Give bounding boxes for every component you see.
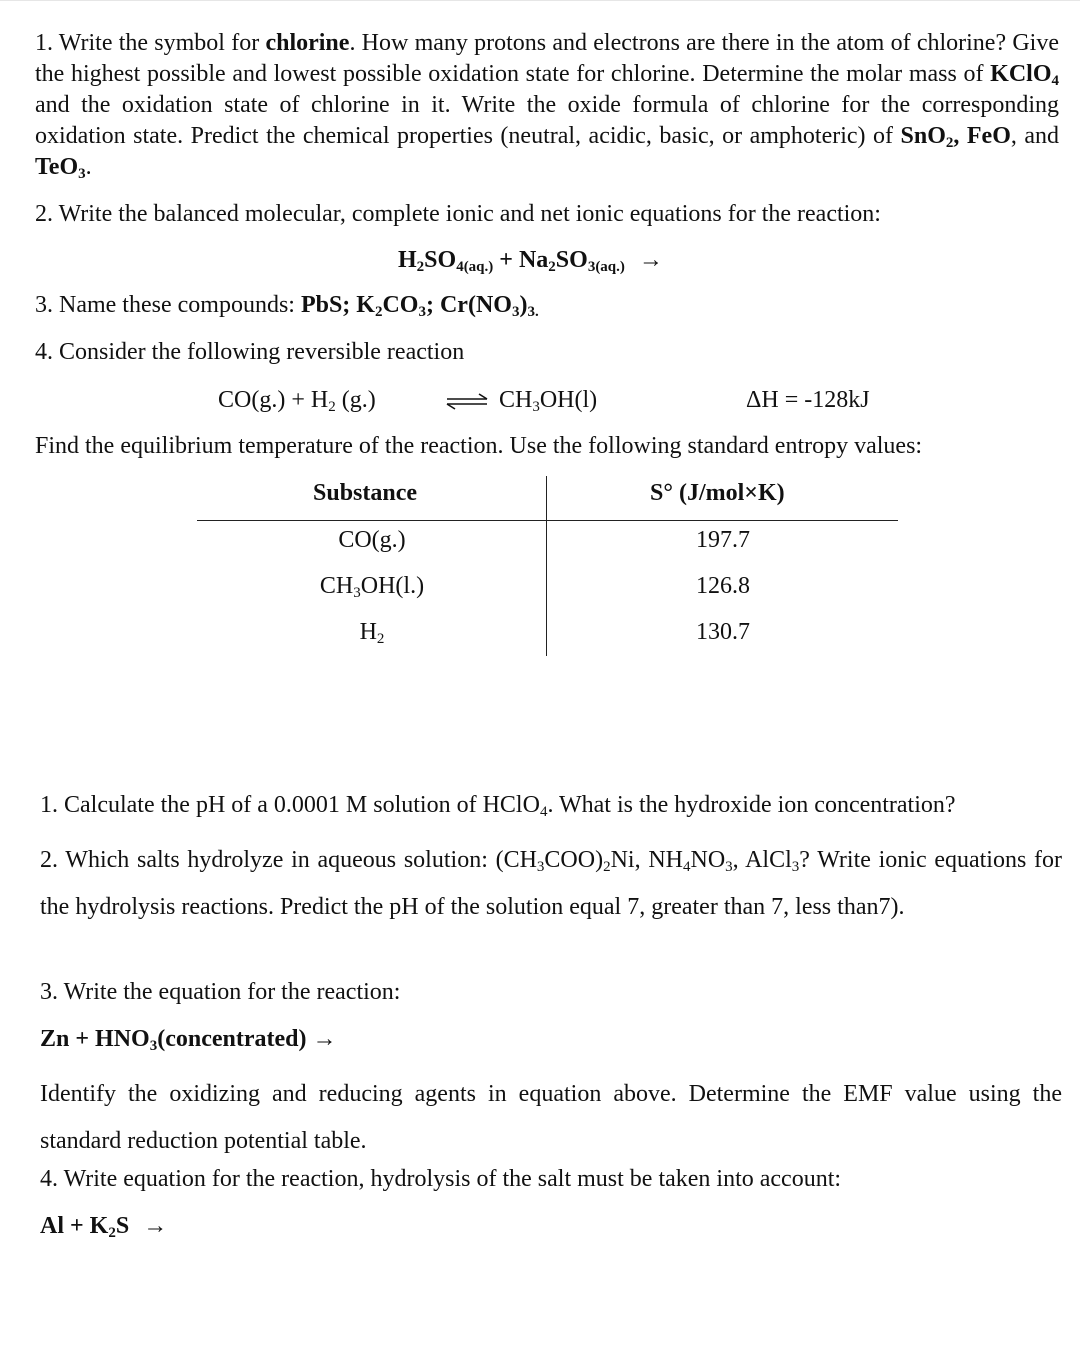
question-2-equations: 2. Write the balanced molecular, complete ionic and net ionic equations for the reaction:: [35, 201, 881, 227]
equation-sulfuric-sulfite: $H_2SO_{4(aq.)} + Na_2SO_{3(aq.)}$ →: [398, 247, 663, 275]
reaction-arrow-icon: →: [143, 1213, 168, 1239]
part2-question-4: 4. Write equation for the reaction, hydrolysis of the salt must be taken into account:: [40, 1166, 842, 1192]
question-1-chlorine: 1. Write the symbol for chlorine. How many protons and electrons are there in the atom of chlorine? Give the highest possible and lowest possible oxidation state for chlorine. Determine the molar mass of KClO$_4$ and the oxidation state of chlorine in it. Write the oxide formula of chlorine for the corresponding oxidation state. Predict the chemical properties (neutral, acidic, basic, or amphoteric) of SnO$_2$, FeO, and TeO$_3$.: [35, 30, 1060, 182]
equilibrium-products: $CH_3OH(l)$: [499, 387, 598, 415]
reaction-arrow-icon: →: [306, 1026, 337, 1052]
table-row-entropy: 126.8: [696, 573, 750, 599]
table-row-substance: $CH_3OH(l.)$: [319, 573, 425, 601]
table-row-entropy: 130.7: [696, 619, 750, 645]
table-header-divider: [197, 520, 898, 521]
equilibrium-reactants: $CO(g.) + H_2$ (g.): [218, 387, 376, 415]
enthalpy-change: ΔH = -128kJ: [746, 387, 870, 413]
reaction-arrow-icon: →: [638, 247, 663, 273]
question-3-name-compounds: 3. Name these compounds: PbS; $K_2CO_3$; $Cr(NO_3)_{3.}$: [35, 292, 539, 320]
table-row-entropy: 197.7: [696, 527, 750, 553]
table-row-substance: $H_2$: [359, 619, 385, 647]
table-header-entropy: S° (J/mol×K): [650, 480, 785, 506]
equation-zinc-nitric-acid: $Zn + HNO_3(concentrated)$ →: [40, 1026, 337, 1054]
equilibrium-arrow-icon: [443, 391, 491, 411]
equation-aluminum-potassium-sulfide: $Al + K_2S$ →: [40, 1213, 168, 1241]
table-column-divider: [546, 476, 547, 656]
find-equilibrium-temperature: Find the equilibrium temperature of the reaction. Use the following standard entropy values:: [35, 433, 923, 459]
table-row-substance: CO(g.): [338, 527, 406, 553]
part2-question-1-ph: 1. Calculate the pH of a 0.0001 M solution of HClO$_4$. What is the hydroxide ion concentration?: [40, 792, 956, 820]
top-border: [0, 0, 1080, 9]
part2-identify-agents: Identify the oxidizing and reducing agents in equation above. Determine the EMF value using the standard reduction potential table.: [40, 1081, 1062, 1154]
part2-question-3: 3. Write the equation for the reaction:: [40, 979, 401, 1005]
part2-question-2-hydrolysis: 2. Which salts hydrolyze in aqueous solution: $(CH_3COO)_2Ni$, $NH_4NO_3$, AlCl$_3$? Write ionic equations for the hydrolysis reactions. Predict the pH of the solution equal 7, greater than 7, less than7).: [40, 847, 1063, 920]
question-4-reversible-reaction: 4. Consider the following reversible reaction: [35, 339, 465, 365]
table-header-substance: Substance: [313, 480, 418, 506]
